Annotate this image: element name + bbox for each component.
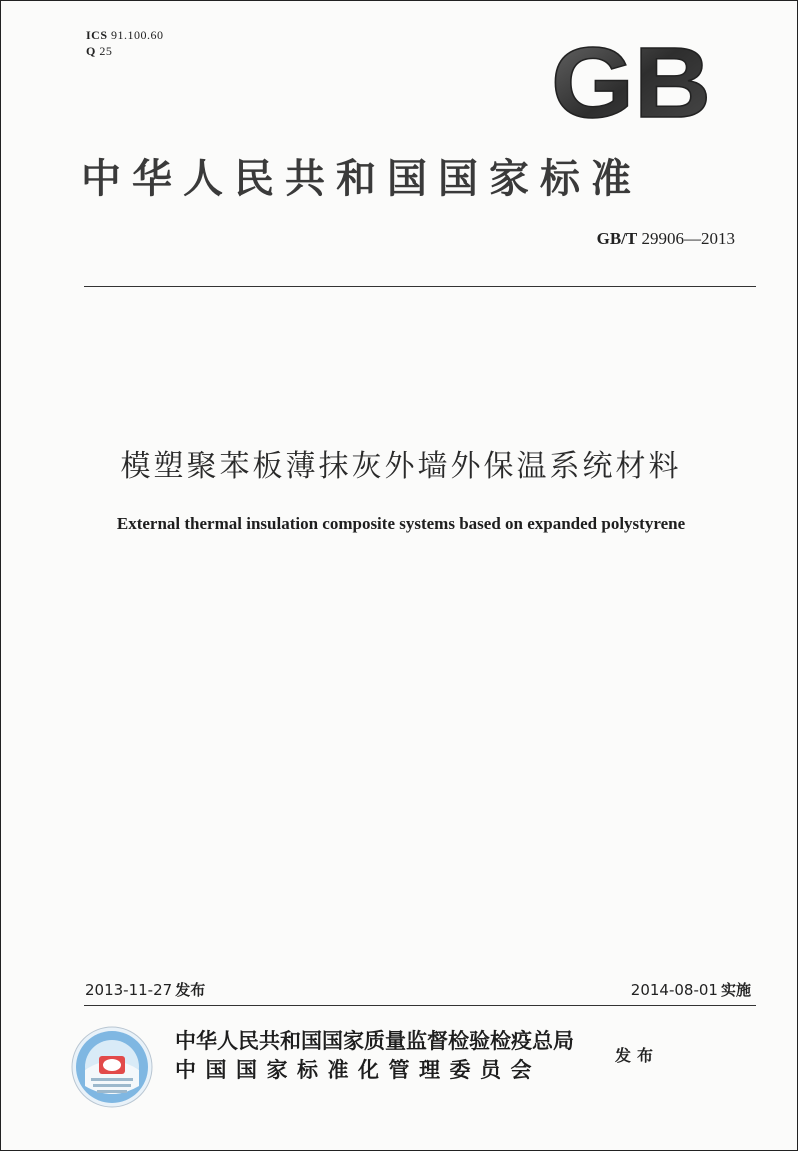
anti-counterfeit-seal-icon — [71, 1026, 153, 1108]
standard-number — [597, 229, 735, 249]
gb-logo-icon — [549, 39, 713, 125]
implementation-date: 2014-08-01 — [630, 981, 718, 999]
ics-line — [86, 27, 164, 43]
issuer-line-1: 中华人民共和国国家质量监督检验检疫总局 — [175, 1029, 574, 1053]
document-title-cn: 模塑聚苯板薄抹灰外墙外保温系统材料 — [120, 449, 682, 484]
implementation-date-row — [631, 979, 751, 1000]
issuing-authorities — [175, 1027, 574, 1085]
gb-logo-text: GB — [551, 39, 711, 125]
ics-code: 91.100.60 — [111, 28, 164, 42]
issue-date-row — [85, 979, 205, 1000]
ics-label: ICS — [86, 28, 108, 42]
class-code: 25 — [99, 44, 113, 58]
issuer-verb: 发布 — [615, 1046, 660, 1065]
bottom-divider — [84, 1005, 756, 1006]
class-label: Q — [86, 44, 96, 58]
national-standard-title: 中华人民共和国国家标准 — [81, 155, 642, 202]
document-title-en: External thermal insulation composite systems based on expanded polystyrene — [116, 514, 686, 533]
standard-code: 29906—2013 — [641, 229, 735, 248]
classification-codes — [86, 27, 164, 59]
top-divider — [84, 286, 756, 287]
issue-date: 2013-11-27 — [85, 981, 173, 999]
issue-date-verb: 发布 — [175, 981, 206, 999]
issuer-line-2: 中国国家标准化管理委员会 — [175, 1058, 541, 1082]
standard-prefix: GB/T — [596, 229, 638, 248]
implementation-date-verb: 实施 — [720, 981, 751, 999]
class-line — [86, 43, 164, 59]
